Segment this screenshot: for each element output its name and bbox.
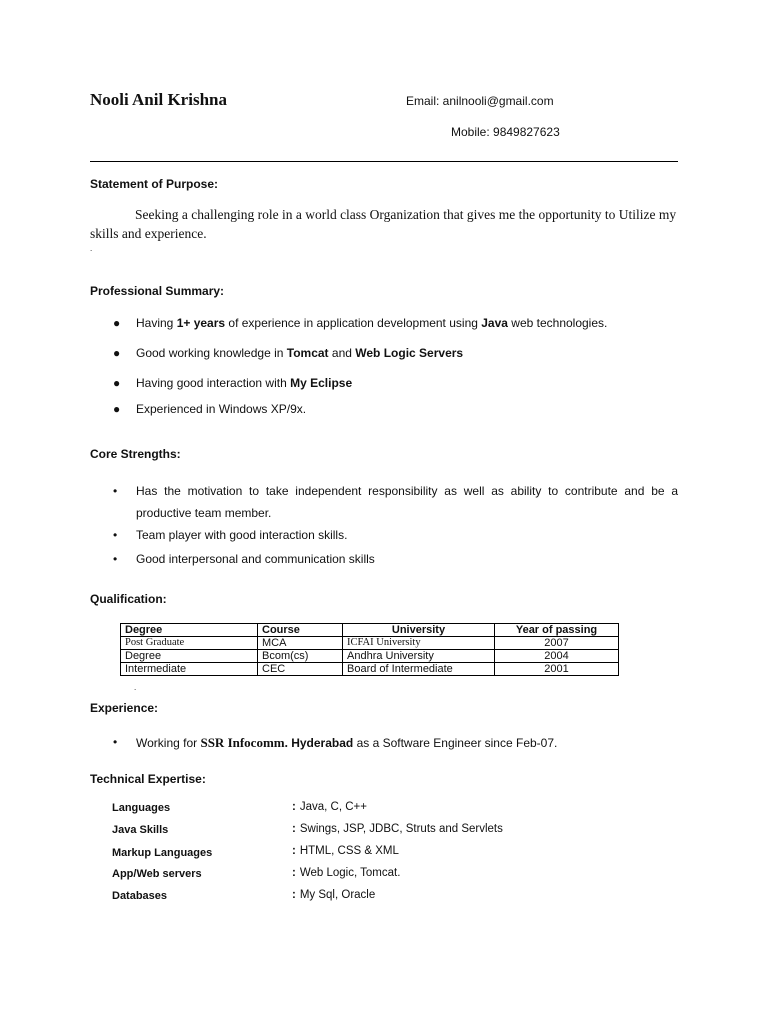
email: Email: anilnooli@gmail.com: [406, 94, 554, 108]
table-cell: ICFAI University: [343, 637, 495, 650]
bullet-icon: ●: [113, 346, 121, 360]
bullet-icon: ●: [113, 402, 121, 416]
table-cell: Degree: [121, 650, 258, 663]
core-strengths-heading: Core Strengths:: [90, 447, 181, 461]
qualification-table: [120, 623, 619, 676]
table-row: [121, 650, 619, 663]
tech-value: : Web Logic, Tomcat.: [292, 867, 401, 879]
stray-dot: .: [134, 683, 137, 692]
list-item: ● Having 1+ years of experience in application development using Java web technologies.: [113, 316, 608, 330]
technical-heading: Technical Expertise:: [90, 772, 206, 786]
company-name: SSR Infocomm.: [200, 735, 288, 750]
table-cell: 2001: [495, 663, 619, 676]
bullet-icon: •: [113, 528, 118, 542]
tech-value: : HTML, CSS & XML: [292, 845, 399, 857]
column-header: Year of passing: [495, 624, 619, 637]
table-header-row: [121, 624, 619, 637]
table-cell: Post Graduate: [121, 637, 258, 650]
bullet-icon: •: [113, 552, 118, 566]
table-cell: CEC: [258, 663, 343, 676]
qualification-heading: Qualification:: [90, 592, 167, 606]
statement-heading: Statement of Purpose:: [90, 177, 219, 191]
table-cell: 2007: [495, 637, 619, 650]
bullet-icon: •: [113, 735, 118, 749]
tech-label: Markup Languages: [112, 847, 213, 859]
table-cell: Bcom(cs): [258, 650, 343, 663]
bullet-icon: •: [113, 484, 118, 498]
table-cell: MCA: [258, 637, 343, 650]
list-item: • Team player with good interaction skills.: [113, 524, 678, 546]
bullet-icon: ●: [113, 316, 121, 330]
tech-value: : Java, C, C++: [292, 801, 367, 813]
table-cell: 2004: [495, 650, 619, 663]
tech-value: : Swings, JSP, JDBC, Struts and Servlets: [292, 823, 503, 835]
tech-value: : My Sql, Oracle: [292, 889, 376, 901]
tech-label: Java Skills: [112, 824, 169, 836]
table-cell: Andhra University: [343, 650, 495, 663]
statement-text: [90, 205, 678, 243]
header-divider: [90, 161, 678, 162]
experience-heading: Experience:: [90, 701, 159, 715]
table-row: [121, 663, 619, 676]
list-item: • Working for SSR Infocomm. Hyderabad as a Software Engineer since Feb-07.: [113, 735, 558, 750]
table-cell: Board of Intermediate: [343, 663, 495, 676]
tech-label: Languages: [112, 802, 171, 814]
column-header: University: [343, 624, 495, 637]
list-item: ● Good working knowledge in Tomcat and Web Logic Servers: [113, 346, 464, 360]
table-row: [121, 637, 619, 650]
column-header: Degree: [121, 624, 258, 637]
tech-label: Databases: [112, 890, 168, 902]
table-cell: Intermediate: [121, 663, 258, 676]
candidate-name: Nooli Anil Krishna: [90, 90, 227, 109]
statement-body: Seeking a challenging role in a world class Organization that gives me the opportunity to Utilize my skills and experience.: [90, 207, 677, 241]
column-header: Course: [258, 624, 343, 637]
mobile: Mobile: 9849827623: [451, 125, 560, 139]
professional-summary-heading: Professional Summary:: [90, 284, 225, 298]
list-item: ● Experienced in Windows XP/9x.: [113, 402, 307, 416]
list-item: ● Having good interaction with My Eclipse: [113, 376, 353, 390]
list-item: • Has the motivation to take independent responsibility as well as ability to contribute and be a productive team member.: [113, 480, 678, 524]
stray-dot: .: [90, 244, 93, 253]
tech-label: App/Web servers: [112, 868, 202, 880]
professional-summary-list: [113, 316, 607, 428]
core-strengths-list: [113, 480, 678, 570]
list-item: • Good interpersonal and communication skills: [113, 548, 678, 570]
bullet-icon: ●: [113, 376, 121, 390]
experience-list: [113, 735, 557, 751]
